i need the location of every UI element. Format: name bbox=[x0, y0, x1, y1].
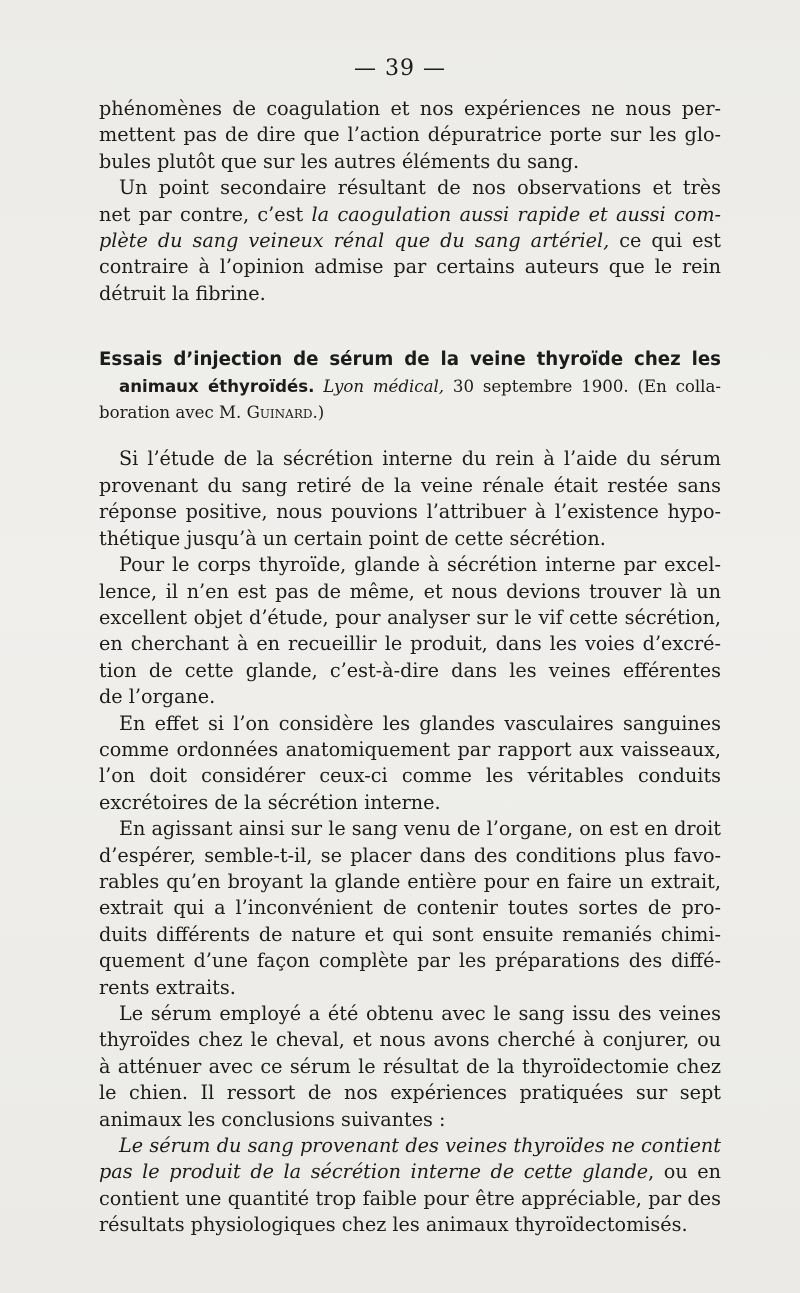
text-line: thétique jusqu’à un certain point de cette sécrétion. bbox=[99, 526, 606, 550]
heading-line bbox=[99, 400, 721, 426]
text-line: thyroïdes chez le cheval, et nous avons cherché à conjurer, ou bbox=[99, 1028, 721, 1052]
text-line: excellent objet d’étude, pour analyser sur le vif cette sécrétion, bbox=[99, 605, 721, 629]
text-line: rables qu’en broyant la glande entière pour en faire un extrait, bbox=[99, 869, 721, 893]
text-line: provenant du sang retiré de la veine rénale était restée sans bbox=[99, 473, 721, 497]
text-run: boration avec M. bbox=[99, 403, 247, 423]
paragraph bbox=[99, 446, 721, 552]
page-body bbox=[99, 96, 721, 1239]
paragraph-secondary-point bbox=[99, 175, 721, 307]
text-line: à atténuer avec ce sérum le résultat de la thyroïdectomie chez bbox=[99, 1054, 721, 1078]
text-line: résultats physiologiques chez les animaux thyroïdectomisés. bbox=[99, 1213, 688, 1237]
paragraph bbox=[99, 816, 721, 1001]
text-line: phénomènes de coagulation et nos expériences ne nous per- bbox=[99, 97, 721, 120]
text-line: duits différents de nature et qui sont ensuite remaniés chimi- bbox=[99, 922, 721, 946]
text-run: .) bbox=[312, 403, 325, 423]
text-line: de l’organe. bbox=[99, 685, 216, 709]
text-line: contient une quantité trop faible pour être appréciable, par des bbox=[99, 1186, 721, 1210]
italic-run: la caogulation aussi rapide et aussi com- bbox=[311, 202, 721, 226]
spacer bbox=[99, 307, 721, 347]
heading-title-end: animaux éthyroïdés. bbox=[119, 376, 315, 396]
text-line: Pour le corps thyroïde, glande à sécrétion interne par excel- bbox=[119, 553, 721, 577]
text-line: d’espérer, semble-t-il, se placer dans des conditions plus favo- bbox=[99, 843, 721, 867]
text-run: net par contre, c’est bbox=[99, 202, 312, 226]
collaborator-name: Guinard bbox=[246, 403, 313, 423]
text-line: quement d’une façon complète par les préparations des diffé- bbox=[99, 949, 721, 973]
text-line: excrétoires de la sécrétion interne. bbox=[99, 790, 441, 814]
text-line: tion de cette glande, c’est-à-dire dans les veines efférentes bbox=[99, 658, 721, 682]
publication-date: 30 septembre 1900. (En colla- bbox=[444, 376, 721, 396]
text-line: Si l’étude de la sécrétion interne du rein à l’aide du sérum bbox=[119, 447, 721, 471]
paragraph-carryover bbox=[99, 96, 721, 175]
heading-line: Essais d’injection de sérum de la veine thyroïde chez les bbox=[99, 349, 721, 371]
text-line: Le sérum employé a été obtenu avec le sang issu des veines bbox=[119, 1002, 721, 1025]
text-line: extrait qui a l’inconvénient de contenir toutes sortes de pro- bbox=[99, 896, 721, 920]
paragraph-conclusion bbox=[99, 1133, 721, 1239]
text-line bbox=[99, 1133, 721, 1159]
text-line bbox=[99, 228, 721, 254]
text-line: En effet si l’on considère les glandes vasculaires sanguines bbox=[119, 711, 721, 735]
section-heading bbox=[99, 347, 721, 426]
text-line: lence, il n’en est pas de même, et nous devions trouver là un bbox=[99, 579, 721, 603]
heading-line bbox=[99, 374, 721, 400]
text-run: ce qui est bbox=[609, 229, 721, 253]
text-line: Un point secondaire résultant de nos observations et très bbox=[119, 176, 721, 200]
text-line: comme ordonnées anatomiquement par rapport aux vaisseaux, bbox=[99, 737, 721, 761]
text-line: l’on doit considérer ceux-ci comme les véritables conduits bbox=[99, 764, 721, 788]
journal-name: Lyon médical, bbox=[323, 376, 445, 396]
paragraph bbox=[99, 552, 721, 710]
text-line: bules plutôt que sur les autres éléments du sang. bbox=[99, 149, 580, 173]
text-line: En agissant ainsi sur le sang venu de l’organe, on est en droit bbox=[119, 817, 721, 841]
spacer bbox=[99, 426, 721, 446]
text-line: contraire à l’opinion admise par certains auteurs que le rein bbox=[99, 255, 721, 279]
italic-run: pas le produit de la sécrétion interne de cette glande bbox=[99, 1160, 649, 1184]
italic-run: plète du sang veineux rénal que du sang artériel, bbox=[99, 229, 610, 253]
paragraph bbox=[99, 711, 721, 817]
page-number: — 39 — bbox=[354, 56, 446, 81]
italic-run: Le sérum du sang provenant des veines thyroïdes ne contient bbox=[119, 1134, 721, 1158]
text-line: animaux les conclusions suivantes : bbox=[99, 1107, 446, 1131]
text-line: mettent pas de dire que l’action dépuratrice porte sur les glo- bbox=[99, 123, 721, 147]
text-line: en cherchant à en recueillir le produit, dans les voies d’excré- bbox=[99, 632, 721, 656]
text-line bbox=[99, 202, 721, 228]
text-line: le chien. Il ressort de nos expériences pratiquées sur sept bbox=[99, 1081, 721, 1105]
text-line: détruit la fibrine. bbox=[99, 281, 266, 305]
text-line: rents extraits. bbox=[99, 975, 236, 999]
text-line bbox=[99, 1159, 721, 1185]
paragraph bbox=[99, 1001, 721, 1133]
text-line: réponse positive, nous pouvions l’attribuer à l’existence hypo- bbox=[99, 500, 721, 524]
text-run: , ou en bbox=[648, 1160, 721, 1184]
